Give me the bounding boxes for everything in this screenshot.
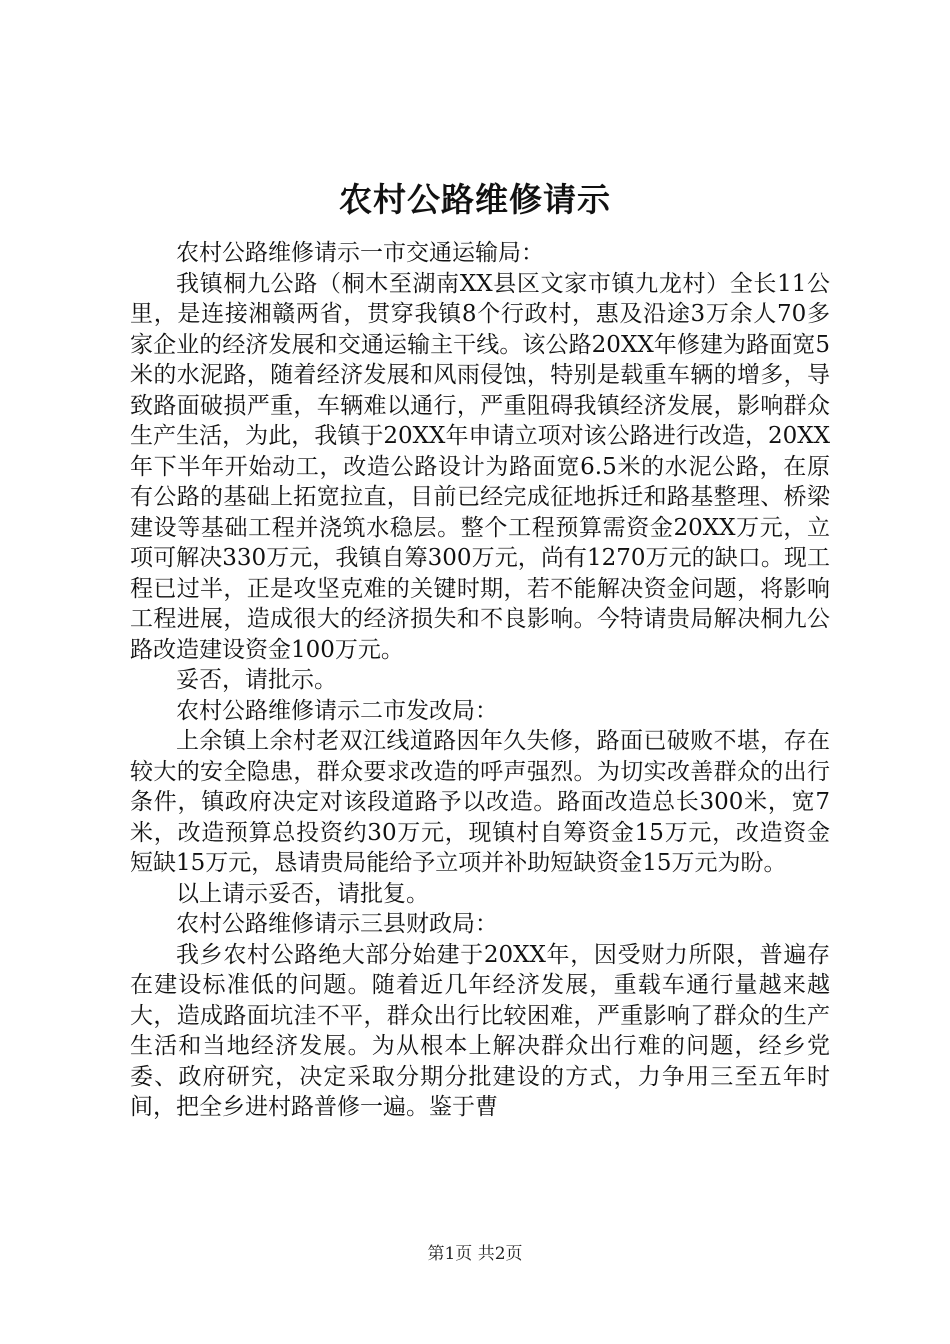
paragraph: 上余镇上余村老双江线道路因年久失修，路面已破败不堪，存在较大的安全隐患，群众要求改造的呼声强烈。为切实改善群众的出行条件，镇政府决定对该段道路予以改造。路面改造总长300米，宽7米，改造预算总投资约30万元，现镇村自筹资金15万元，改造资金短缺15万元，恳请贵局能给予立项并补助短缺资金15万元为盼。 [130,728,830,876]
document-body [130,238,830,1123]
paragraph: 农村公路维修请示二市发改局： [176,697,498,724]
paragraph: 农村公路维修请示一市交通运输局： [176,240,544,266]
paragraph: 妥否，请批示。 [176,667,337,693]
document-title: 农村公路维修请示 [339,180,611,219]
paragraph: 我镇桐九公路（桐木至湖南XX县区文家市镇九龙村）全长11公里，是连接湘赣两省，贯穿我镇8个行政村，惠及沿途3万余人70多家企业的经济发展和交通运输主干线。该公路20XX年修建为路面宽5米的水泥路，随着经济发展和风雨侵蚀，特别是载重车辆的增多，导致路面破损严重，车辆难以通行，严重阻碍我镇经济发展，影响群众生产生活，为此，我镇于20XX年申请立项对该公路进行改造，20XX年下半年开始动工，改造公路设计为路面宽6.5米的水泥公路，在原有公路的基础上拓宽拉直，目前已经完成征地拆迁和路基整理、桥梁建设等基础工程并浇筑水稳层。整个工程预算需资金20XX万元，立项可解决330万元，我镇自筹300万元，尚有1270万元的缺口。现工程已过半，正是攻坚克难的关键时期，若不能解决资金问题，将影响工程进展，造成很大的经济损失和不良影响。今特请贵局解决桐九公路改造建设资金100万元。 [130,270,830,663]
paragraph: 以上请示妥否，请批复。 [176,880,429,907]
paragraph: 农村公路维修请示三县财政局： [176,911,498,937]
page-footer: 第1页 共2页 [427,1244,523,1264]
paragraph: 我乡农村公路绝大部分始建于20XX年，因受财力所限，普遍存在建设标准低的问题。随着近几年经济发展，重载车通行量越来越大，造成路面坑洼不平，群众出行比较困难，严重影响了群众的生产生活和当地经济发展。为从根本上解决群众出行难的问题，经乡党委、政府研究，决定采取分期分批建设的方式，力争用三至五年时间，把全乡进村路普修一遍。鉴于曹 [130,941,830,1120]
